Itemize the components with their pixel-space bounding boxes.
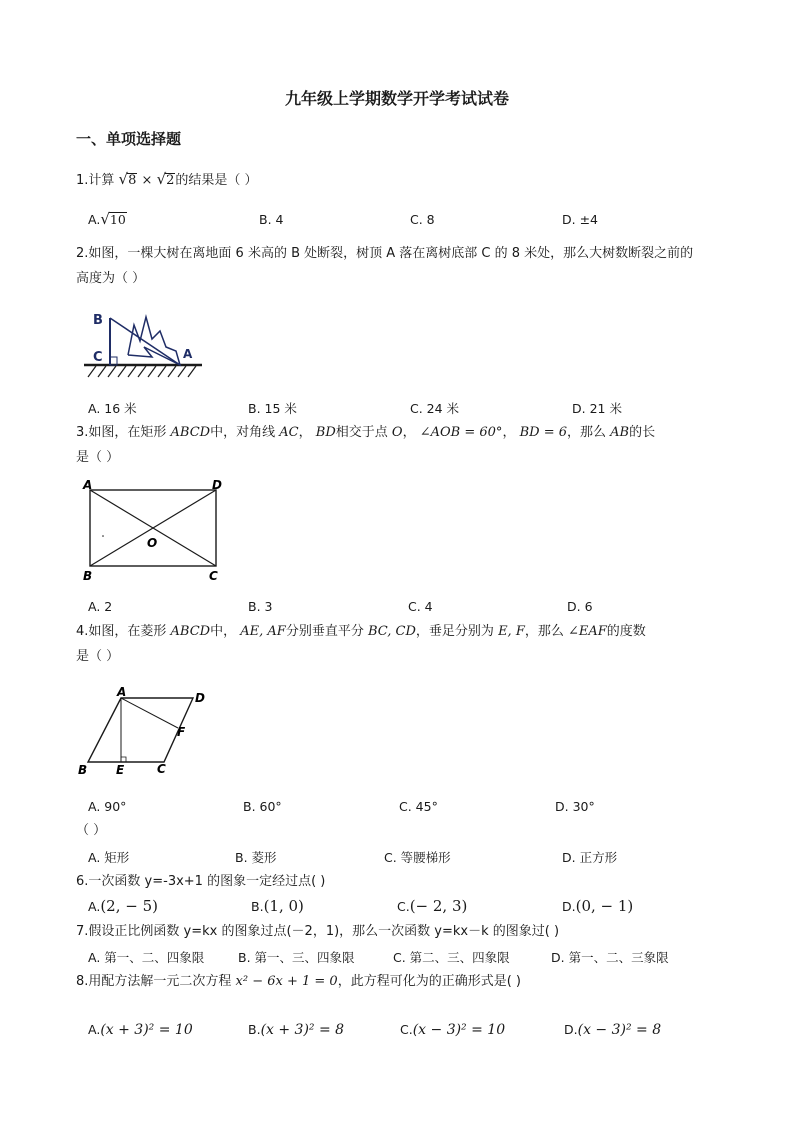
q1-suffix: 的结果是（ ） bbox=[175, 173, 258, 188]
page-title: 九年级上学期数学开学考试试卷 bbox=[284, 89, 509, 108]
q1-prefix: 1.计算 bbox=[76, 173, 115, 188]
q2-option-b[interactable]: B. 15 米 bbox=[248, 401, 297, 416]
q8-option-a[interactable]: A.(x + 3)² = 10 bbox=[88, 1022, 193, 1038]
fig-label-b: B bbox=[83, 569, 93, 583]
fig-label-b: B bbox=[78, 763, 88, 777]
q3-option-c[interactable]: C. 4 bbox=[408, 599, 433, 614]
fig-label-o: O bbox=[147, 536, 158, 550]
q5-option-a[interactable]: A. 矩形 bbox=[88, 850, 130, 865]
question-4-line-2: 是（ ） bbox=[76, 649, 120, 664]
rhombus-figure bbox=[74, 684, 214, 778]
q6-option-c[interactable]: C.(− 2, 3) bbox=[397, 897, 468, 915]
q7-option-c[interactable]: C. 第二、三、四象限 bbox=[393, 950, 510, 965]
fig-label-d: D bbox=[212, 478, 222, 492]
q1-option-a[interactable]: A.√10 bbox=[88, 210, 126, 228]
fig-label-d: D bbox=[195, 691, 205, 705]
q6-option-b[interactable]: B.(1, 0) bbox=[251, 897, 304, 915]
fig-label-c: C bbox=[93, 350, 103, 365]
q6-option-a[interactable]: A.(2, − 5) bbox=[88, 897, 158, 915]
q3-option-b[interactable]: B. 3 bbox=[248, 599, 273, 614]
fig-label-c: C bbox=[209, 569, 218, 583]
tree-figure bbox=[84, 305, 204, 381]
q2-option-c[interactable]: C. 24 米 bbox=[410, 401, 460, 416]
q5-option-c[interactable]: C. 等腰梯形 bbox=[384, 850, 451, 865]
q6-option-d[interactable]: D.(0, − 1) bbox=[562, 897, 634, 915]
q7-option-d[interactable]: D. 第一、二、三象限 bbox=[551, 950, 669, 965]
q5-option-d[interactable]: D. 正方形 bbox=[562, 850, 618, 865]
fig-label-b: B bbox=[93, 313, 103, 328]
q4-option-c[interactable]: C. 45° bbox=[399, 799, 438, 814]
rectangle-figure bbox=[80, 476, 230, 586]
q5-option-b[interactable]: B. 菱形 bbox=[235, 850, 277, 865]
q3-option-d[interactable]: D. 6 bbox=[567, 599, 593, 614]
q8-option-d[interactable]: D.(x − 3)² = 8 bbox=[564, 1022, 662, 1038]
q1-radicand-2: 2 bbox=[166, 173, 175, 188]
q2-option-a[interactable]: A. 16 米 bbox=[88, 401, 137, 416]
fig-label-c: C bbox=[157, 762, 166, 776]
q1-option-b[interactable]: B. 4 bbox=[259, 212, 284, 227]
section-heading: 一、单项选择题 bbox=[76, 130, 182, 148]
question-4-line-1: 4.如图，在菱形 ABCD中， AE, AF分别垂直平分 BC, CD，垂足分别为 E, F，那么 ∠EAF的度数 bbox=[76, 624, 646, 639]
q1-times: × bbox=[141, 173, 153, 188]
fig-label-f: F bbox=[177, 725, 186, 739]
q1-radicand-1: 8 bbox=[128, 173, 137, 188]
q8-option-c[interactable]: C.(x − 3)² = 10 bbox=[400, 1022, 506, 1038]
question-7-stem: 7.假设正比例函数 y=kx 的图象过点(－2，1)，那么一次函数 y=kx－k 的图象过( ) bbox=[76, 924, 560, 939]
q7-option-a[interactable]: A. 第一、二、四象限 bbox=[88, 950, 205, 965]
question-1-stem: 1.计算 √8 × √2的结果是（ ） bbox=[76, 170, 258, 188]
q4-option-a[interactable]: A. 90° bbox=[88, 799, 127, 814]
q7-option-b[interactable]: B. 第一、三、四象限 bbox=[238, 950, 355, 965]
question-2-line-1: 2.如图，一棵大树在离地面 6 米高的 B 处断裂，树顶 A 落在离树底部 C 的 8 米处，那么大树数断裂之前的 bbox=[76, 246, 694, 261]
question-3-line-2: 是（ ） bbox=[76, 450, 120, 465]
fig-label-a: A bbox=[117, 685, 127, 699]
q1-option-d[interactable]: D. ±4 bbox=[562, 212, 598, 227]
fig-label-e: E bbox=[116, 763, 125, 777]
q1-option-c[interactable]: C. 8 bbox=[410, 212, 435, 227]
q4-option-d[interactable]: D. 30° bbox=[555, 799, 595, 814]
question-2-line-2: 高度为（ ） bbox=[76, 271, 146, 286]
q2-option-d[interactable]: D. 21 米 bbox=[572, 401, 622, 416]
q3-option-a[interactable]: A. 2 bbox=[88, 599, 113, 614]
q8-option-b[interactable]: B.(x + 3)² = 8 bbox=[248, 1022, 345, 1038]
fig-label-a: A bbox=[83, 478, 93, 492]
question-3-line-1: 3.如图，在矩形 ABCD中，对角线 AC， BD相交于点 O， ∠AOB = 60°， BD = 6，那么 AB的长 bbox=[76, 425, 656, 440]
q4-option-b[interactable]: B. 60° bbox=[243, 799, 282, 814]
question-5-stem: （ ） bbox=[76, 823, 107, 838]
question-8-stem: 8.用配方法解一元二次方程 x² − 6x + 1 = 0，此方程可化为的正确形式是( ) bbox=[76, 974, 521, 989]
fig-label-a: A bbox=[183, 347, 193, 361]
question-6-stem: 6.一次函数 y=-3x+1 的图象一定经过点( ) bbox=[76, 874, 326, 889]
